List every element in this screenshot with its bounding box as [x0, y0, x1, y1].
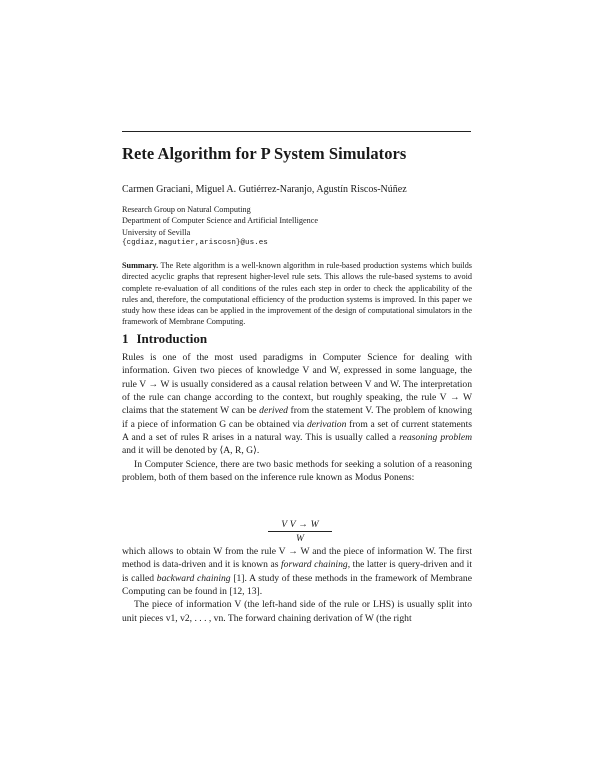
p3-text-a: which allows to obtain W from the rule V → W and the piece of information W. The first method is data-driven and it is known as — [122, 546, 472, 571]
formula-denominator: W — [296, 533, 304, 544]
fraction-bar — [268, 531, 332, 532]
p1-text-d: and it will be denoted by ⟨A, R, G⟩. — [122, 445, 260, 457]
abstract-label: Summary. — [122, 261, 159, 270]
p1-text-a: Rules is one of the most used paradigms in Computer Science for dealing with information. Given two pieces of knowledge V and W, expressed in some language, the rule V → W is usually considered as a causal relation between V and W. The interpretation of the rule can change according to the context, but roughly speaking, the rule V → W claims that the statement W can be — [122, 352, 472, 417]
author-list: Carmen Graciani, Miguel A. Gutiérrez-Naranjo, Agustín Riscos-Núñez — [122, 184, 407, 195]
term-reasoning-problem: reasoning problem — [399, 432, 473, 444]
intro-paragraph-3 — [122, 545, 472, 598]
p3-text-b: , the latter is query-driven and it is called — [122, 559, 472, 584]
abstract — [122, 260, 472, 328]
author-emails: {cgdiaz,magutier,ariscosn}@us.es — [122, 238, 268, 247]
paper-title: Rete Algorithm for P System Simulators — [122, 144, 407, 163]
term-derived: derived — [259, 405, 288, 417]
intro-text-lower — [122, 545, 472, 625]
section-heading — [122, 331, 215, 347]
research-group: Research Group on Natural Computing — [122, 205, 251, 214]
modus-ponens-formula — [268, 519, 332, 544]
intro-text-upper — [122, 351, 472, 484]
p3-text-c: [1]. A study of these methods in the framework of Membrane Computing can be found in [12, 13]. — [122, 572, 472, 598]
term-forward-chaining: forward chaining — [281, 559, 348, 571]
section-number: 1 — [122, 331, 129, 346]
formula-numerator: V V → W — [281, 519, 319, 530]
university: University of Sevilla — [122, 227, 191, 237]
department: Department of Computer Science and Artificial Intelligence — [122, 216, 318, 226]
intro-paragraph-1 — [122, 351, 472, 458]
intro-paragraph-4: The piece of information V (the left-hand side of the rule or LHS) is usually split into unit pieces v1, v2, . . . , vn. The forward chaining derivation of W (the right — [122, 599, 472, 624]
abstract-text: The Rete algorithm is a well-known algorithm in rule-based production systems which builds directed acyclic graphs that represent higher-level rule sets. This allows the rule-based systems to avoid complete re-evaluation of all conditions of the rules each step in order to check the applicability of the rules and, therefore, the computational efficiency of the production systems is improved. In this paper we study how these ideas can be applied in the improvement of the design of computational simulators in the framework of Membrane Computing. — [122, 261, 472, 327]
affiliation-block — [122, 204, 318, 249]
p1-text-b: from the statement V. The problem of knowing if a piece of information G can be obtained via — [122, 405, 472, 430]
section-title: Introduction — [136, 331, 208, 346]
term-derivation: derivation — [306, 418, 347, 430]
term-backward-chaining: backward chaining — [156, 572, 231, 584]
intro-paragraph-2: In Computer Science, there are two basic methods for seeking a solution of a reasoning problem, both of them based on the inference rule known as Modus Ponens: — [122, 458, 472, 484]
p1-text-c: from a set of current statements A and a set of rules R arises in a natural way. This is usually called a — [122, 418, 472, 444]
title-rule — [122, 131, 471, 132]
